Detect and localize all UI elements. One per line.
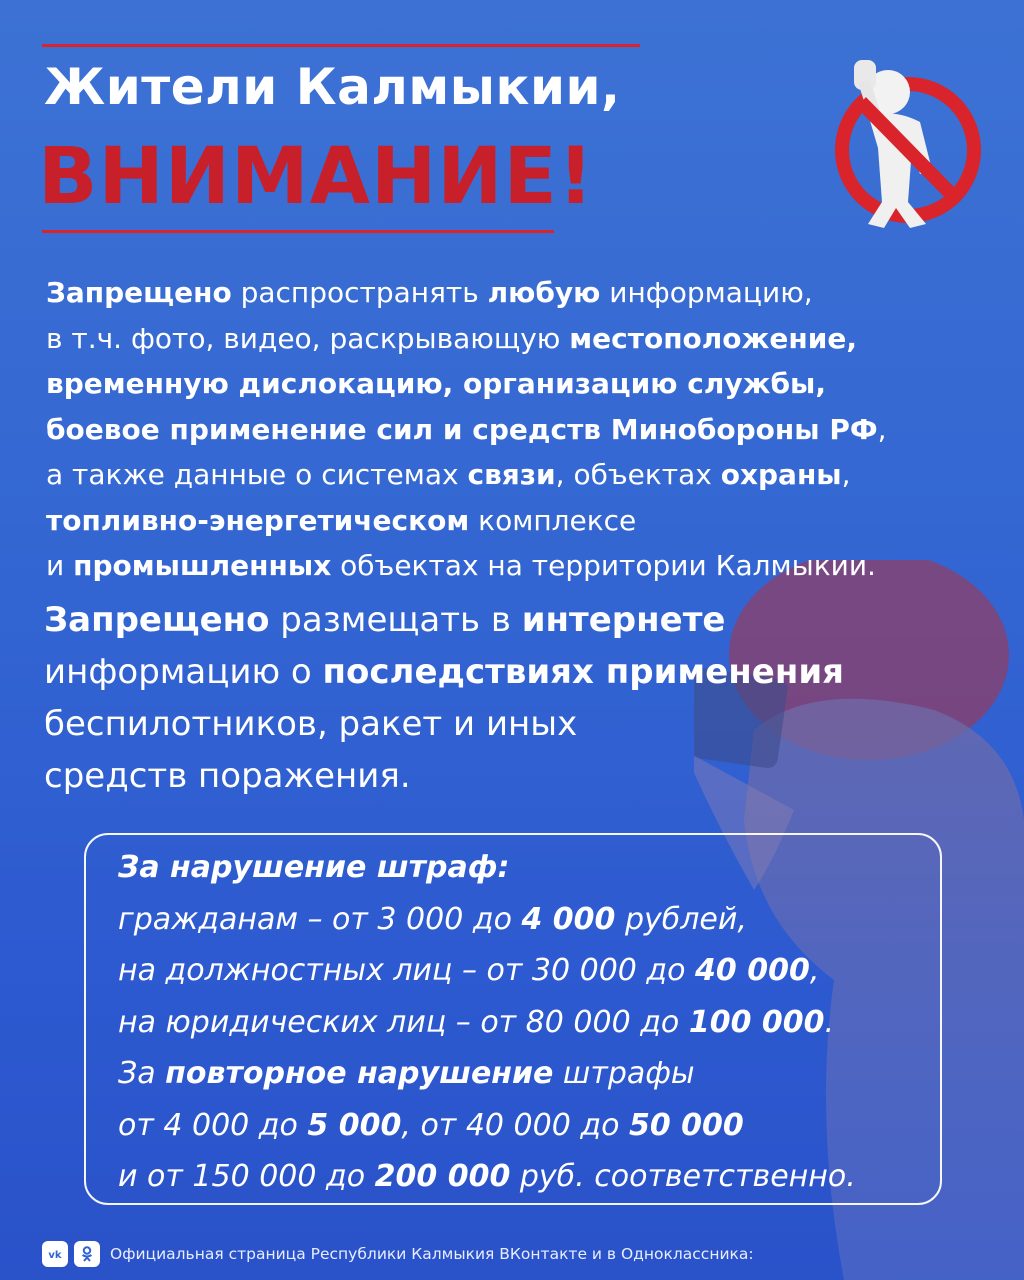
text-segment: а также данные о системах <box>46 458 468 491</box>
emphasis-text: любую <box>487 276 601 309</box>
text-segment: от 4 000 до <box>118 1107 308 1143</box>
text-segment: За <box>118 1056 166 1091</box>
text-segment: информацию о <box>44 652 323 692</box>
text-segment: руб. соответственно. <box>510 1159 856 1194</box>
text-segment: штрафы <box>553 1056 695 1091</box>
fine-line <box>118 1100 938 1152</box>
emphasis-text: 50 000 <box>628 1107 744 1143</box>
text-segment: , <box>877 412 887 446</box>
prohibition-paragraph-1 <box>46 270 1006 589</box>
svg-text:vk: vk <box>48 1250 62 1261</box>
paragraph-line <box>44 594 1004 646</box>
footer <box>42 1241 754 1267</box>
vk-icon[interactable] <box>42 1241 68 1267</box>
emphasis-text: 200 000 <box>374 1159 511 1194</box>
emphasis-text: За нарушение штраф: <box>118 850 510 885</box>
text-segment: и от 150 000 до <box>118 1159 375 1194</box>
odnoklassniki-icon[interactable] <box>74 1241 100 1267</box>
paragraph-line <box>44 750 1004 802</box>
text-segment: на должностных лиц – от 30 000 до <box>118 953 696 988</box>
paragraph-line <box>46 543 1006 589</box>
no-entry-stop-figure-icon <box>828 52 988 232</box>
text-segment: и <box>46 549 74 582</box>
paragraph-line <box>46 498 1006 544</box>
text-segment: , <box>809 953 820 988</box>
text-segment: размещать в <box>269 600 522 640</box>
fines-text <box>118 842 938 1203</box>
text-segment: распространять <box>231 276 488 309</box>
fine-line <box>118 842 938 894</box>
fine-line <box>118 997 938 1049</box>
text-segment: в т.ч. фото, видео, раскрывающую <box>46 321 570 355</box>
footer-text: Официальная страница Республики Калмыкия ВКонтакте и в Одноклассника: <box>110 1245 754 1263</box>
page-title: Жители Калмыкии, <box>44 58 621 116</box>
emphasis-text: боевое применение сил и средств Минобороны РФ <box>46 412 878 446</box>
text-segment: , <box>841 458 851 491</box>
prohibition-paragraph-2 <box>44 594 1004 802</box>
emphasis-text: связи <box>467 458 556 491</box>
paragraph-line <box>46 361 1006 407</box>
emphasis-text: местоположение, <box>569 321 857 355</box>
title-top-rule <box>42 44 640 47</box>
title-bottom-rule <box>42 230 554 233</box>
emphasis-text: охраны <box>720 458 842 491</box>
emphasis-text: временную дислокацию, организацию службы, <box>46 367 826 400</box>
text-segment: , от 40 000 до <box>401 1107 629 1143</box>
paragraph-line <box>46 452 1006 498</box>
text-segment: объектах на территории Калмыкии. <box>331 549 876 582</box>
paragraph-line <box>46 316 1006 362</box>
emphasis-text: 100 000 <box>688 1004 825 1040</box>
fine-line <box>118 894 938 946</box>
fine-line <box>118 945 938 997</box>
paragraph-line <box>46 270 1006 316</box>
text-segment: комплексе <box>469 503 637 537</box>
emphasis-text: повторное нарушение <box>165 1056 554 1091</box>
fine-line <box>118 1048 938 1100</box>
emphasis-text: Запрещено <box>46 276 232 309</box>
emphasis-text: интернете <box>521 600 726 640</box>
paragraph-line <box>44 698 1004 750</box>
emphasis-text: Запрещено <box>44 600 270 640</box>
emphasis-text: 5 000 <box>307 1107 402 1143</box>
emphasis-text: промышленных <box>73 549 332 582</box>
text-segment: гражданам – от 3 000 до <box>118 901 522 937</box>
attention-heading: ВНИМАНИЕ! <box>38 132 595 222</box>
text-segment: беспилотников, ракет и иных <box>44 704 578 744</box>
paragraph-line <box>46 407 1006 453</box>
text-segment: рублей, <box>615 901 747 937</box>
text-segment: на юридических лиц – от 80 000 до <box>118 1004 689 1040</box>
fine-line <box>118 1151 938 1203</box>
emphasis-text: последствиях применения <box>322 652 844 692</box>
text-segment: информацию, <box>600 276 813 309</box>
text-segment: средств поражения. <box>44 756 411 796</box>
paragraph-line <box>44 646 1004 698</box>
emphasis-text: 40 000 <box>695 953 810 988</box>
text-segment: . <box>824 1004 835 1040</box>
text-segment: , объектах <box>555 458 721 491</box>
emphasis-text: топливно-энергетическом <box>46 503 470 537</box>
emphasis-text: 4 000 <box>521 901 616 937</box>
